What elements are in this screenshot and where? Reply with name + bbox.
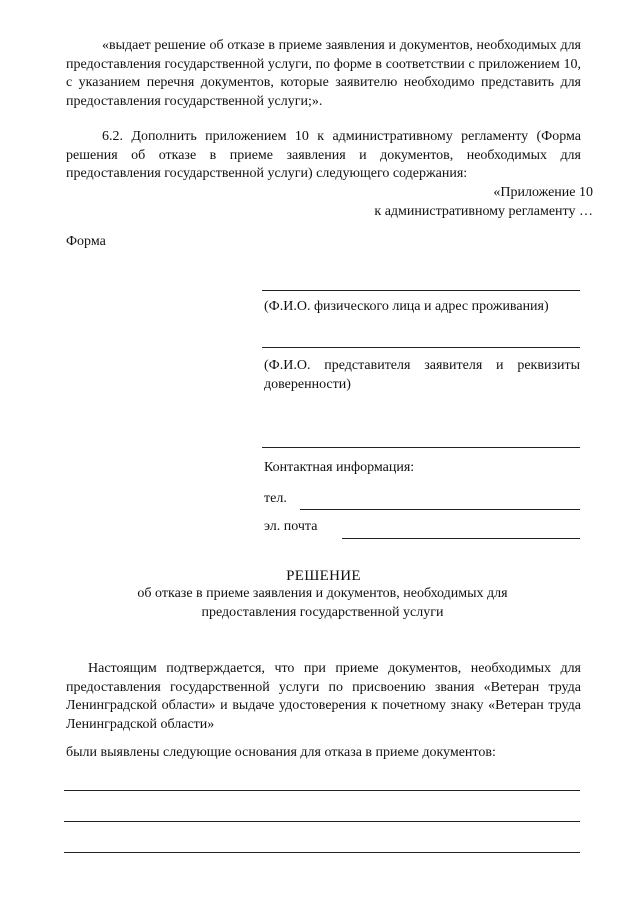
representative-line [262, 347, 580, 348]
phone-label: тел. [264, 491, 287, 506]
contact-top-line [262, 447, 580, 448]
appendix-reference: к административному регламенту … [374, 204, 593, 219]
email-label: эл. почта [264, 519, 318, 534]
decision-title: РЕШЕНИЕ [286, 568, 361, 584]
form-label: Форма [66, 234, 106, 249]
paragraph-intro-quote: «выдает решение об отказе в приеме заявления и документов, необходимых для предоставления государственной услуги, по форме в соответствии с приложением 10, с указанием перечня документов, которые заявителю необходимо представить для предоставления государственной услуги;». [66, 38, 581, 109]
decision-subtitle: об отказе в приеме заявления и документов, необходимых для предоставления государственной услуги [137, 586, 508, 620]
grounds-line-2 [64, 821, 580, 822]
contact-info-label: Контактная информация: [264, 460, 415, 475]
email-line [342, 538, 580, 539]
phone-line [300, 509, 580, 510]
representative-caption: (Ф.И.О. представителя заявителя и реквизиты доверенности) [264, 358, 580, 392]
applicant-name-line [262, 290, 580, 291]
paragraph-6-2: 6.2. Дополнить приложением 10 к административному регламенту (Форма решения об отказе в приеме заявления и документов, необходимых для предоставления государственной услуги) следующего содержания: [66, 129, 581, 181]
grounds-statement: были выявлены следующие основания для отказа в приеме документов: [66, 745, 496, 760]
grounds-line-3 [64, 852, 580, 853]
grounds-line-1 [64, 790, 580, 791]
applicant-name-caption: (Ф.И.О. физического лица и адрес проживания) [264, 299, 549, 314]
appendix-number: «Приложение 10 [493, 185, 593, 200]
confirmation-paragraph: Настоящим подтверждается, что при приеме документов, необходимых для предоставления государственной услуги по присвоению звания «Ветеран труда Ленинградской области» и выдаче удостоверения к почетному знаку «Ветеран труда Ленинградской области» [66, 661, 581, 732]
